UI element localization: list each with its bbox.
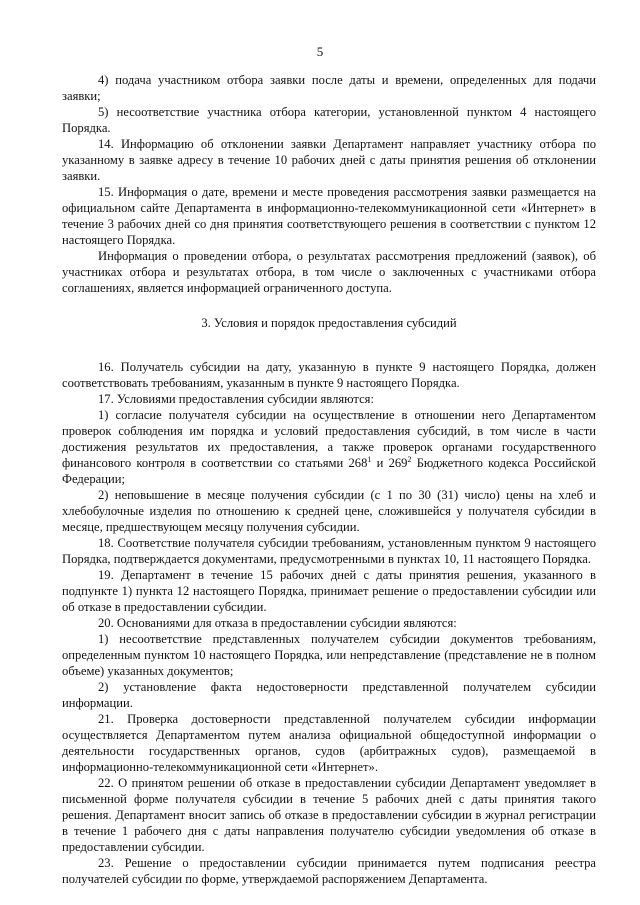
paragraph-15: 15. Информация о дате, времени и месте проведения рассмотрения заявки размещается на официальном сайте Департамента в информационно-телекоммуникационной сети «Интернет» в течение 3 рабочих дней со дня принятия соответствующего решения в соответствии с пунктом 12 настоящего Порядка. — [62, 185, 596, 247]
paragraph-23: 23. Решение о предоставлении субсидии принимается путем подписания реестра получателей субсидии по форме, утверждаемой распоряжением Департамента. — [62, 856, 596, 886]
paragraph-19: 19. Департамент в течение 15 рабочих дней с даты принятия решения, указанного в подпункте 1) пункта 12 настоящего Порядка, принимает решение о предоставлении субсидии или об отказе в предоставлении субсидии. — [62, 568, 596, 614]
document-body — [62, 72, 596, 887]
paragraph-21: 21. Проверка достоверности представленной получателем субсидии информации осуществляется Департаментом путем анализа официальной общедоступной информации о деятельности государственных органов, судов (арбитражных судов), размещаемой в информационно-телекоммуникационной сети «Интернет». — [62, 712, 596, 774]
paragraph-17-2: 2) неповышение в месяце получения субсидии (с 1 по 30 (31) число) цены на хлеб и хлебобулочные изделия по отношению к средней цене, сложившейся у получателя субсидии в месяце, предшествующем месяцу получения субсидии. — [62, 488, 596, 534]
superscript-2: 2 — [407, 455, 412, 464]
section-heading: 3. Условия и порядок предоставления субсидий — [201, 316, 457, 330]
paragraph-14: 14. Информацию об отклонении заявки Департамент направляет участнику отбора по указанному в заявке адресу в течение 10 рабочих дней с даты принятия решения об отклонении заявки. — [62, 137, 596, 183]
paragraph-20-2: 2) установление факта недостоверности представленной получателем субсидии информации. — [62, 680, 596, 710]
paragraph-17-1-text-c: Бюджетного кодекса Российской Федерации; — [62, 456, 596, 486]
paragraph-4-late-submission: 4) подача участником отбора заявки после даты и времени, определенных для подачи заявки; — [62, 73, 596, 103]
paragraph-20: 20. Основаниями для отказа в предоставлении субсидии являются: — [98, 616, 457, 630]
paragraph-18: 18. Соответствие получателя субсидии требованиям, установленным пунктом 9 настоящего Порядка, подтверждается документами, предусмотренными в пунктах 10, 11 настоящего Порядка. — [62, 536, 596, 566]
paragraph-17-1-text-b: и 269 — [371, 456, 408, 470]
paragraph-17-1-text-a: 1) согласие получателя субсидии на осуществление в отношении него Департаментом проверок соблюдения им порядка и условий предоставления субсидий, в том числе в части достижения результатов их предоставления, а также проверок органами государственного финансового контроля в соответствии со статьями 268 — [62, 408, 596, 470]
page-number: 5 — [316, 44, 324, 59]
paragraph-restricted-info: Информация о проведении отбора, о результатах рассмотрения предложений (заявок), об участниках отбора и результатах отбора, в том числе о заключенных с участниками отбора соглашениях, является информацией ограниченного доступа. — [62, 249, 596, 295]
paragraph-17: 17. Условиями предоставления субсидии являются: — [98, 392, 374, 406]
paragraph-16: 16. Получатель субсидии на дату, указанную в пункте 9 настоящего Порядка, должен соответствовать требованиям, указанным в пункте 9 настоящего Порядка. — [62, 360, 596, 390]
superscript-1: 1 — [367, 455, 372, 464]
paragraph-5-category-mismatch: 5) несоответствие участника отбора категории, установленной пунктом 4 настоящего Порядка. — [62, 105, 596, 135]
paragraph-17-1 — [62, 407, 596, 487]
paragraph-20-1: 1) несоответствие представленных получателем субсидии документов требованиям, определенным пунктом 10 настоящего Порядка, или непредставление (представление не в полном объеме) указанных документов; — [62, 632, 596, 678]
paragraph-22: 22. О принятом решении об отказе в предоставлении субсидии Департамент уведомляет в письменной форме получателя субсидии в течение 5 рабочих дней с даты принятия такого решения. Департамент вносит запись об отказе в предоставлении субсидии в журнал регистрации в течение 1 рабочего дня с даты направления получателю субсидии уведомления об отказе в предоставлении субсидии. — [62, 776, 596, 854]
